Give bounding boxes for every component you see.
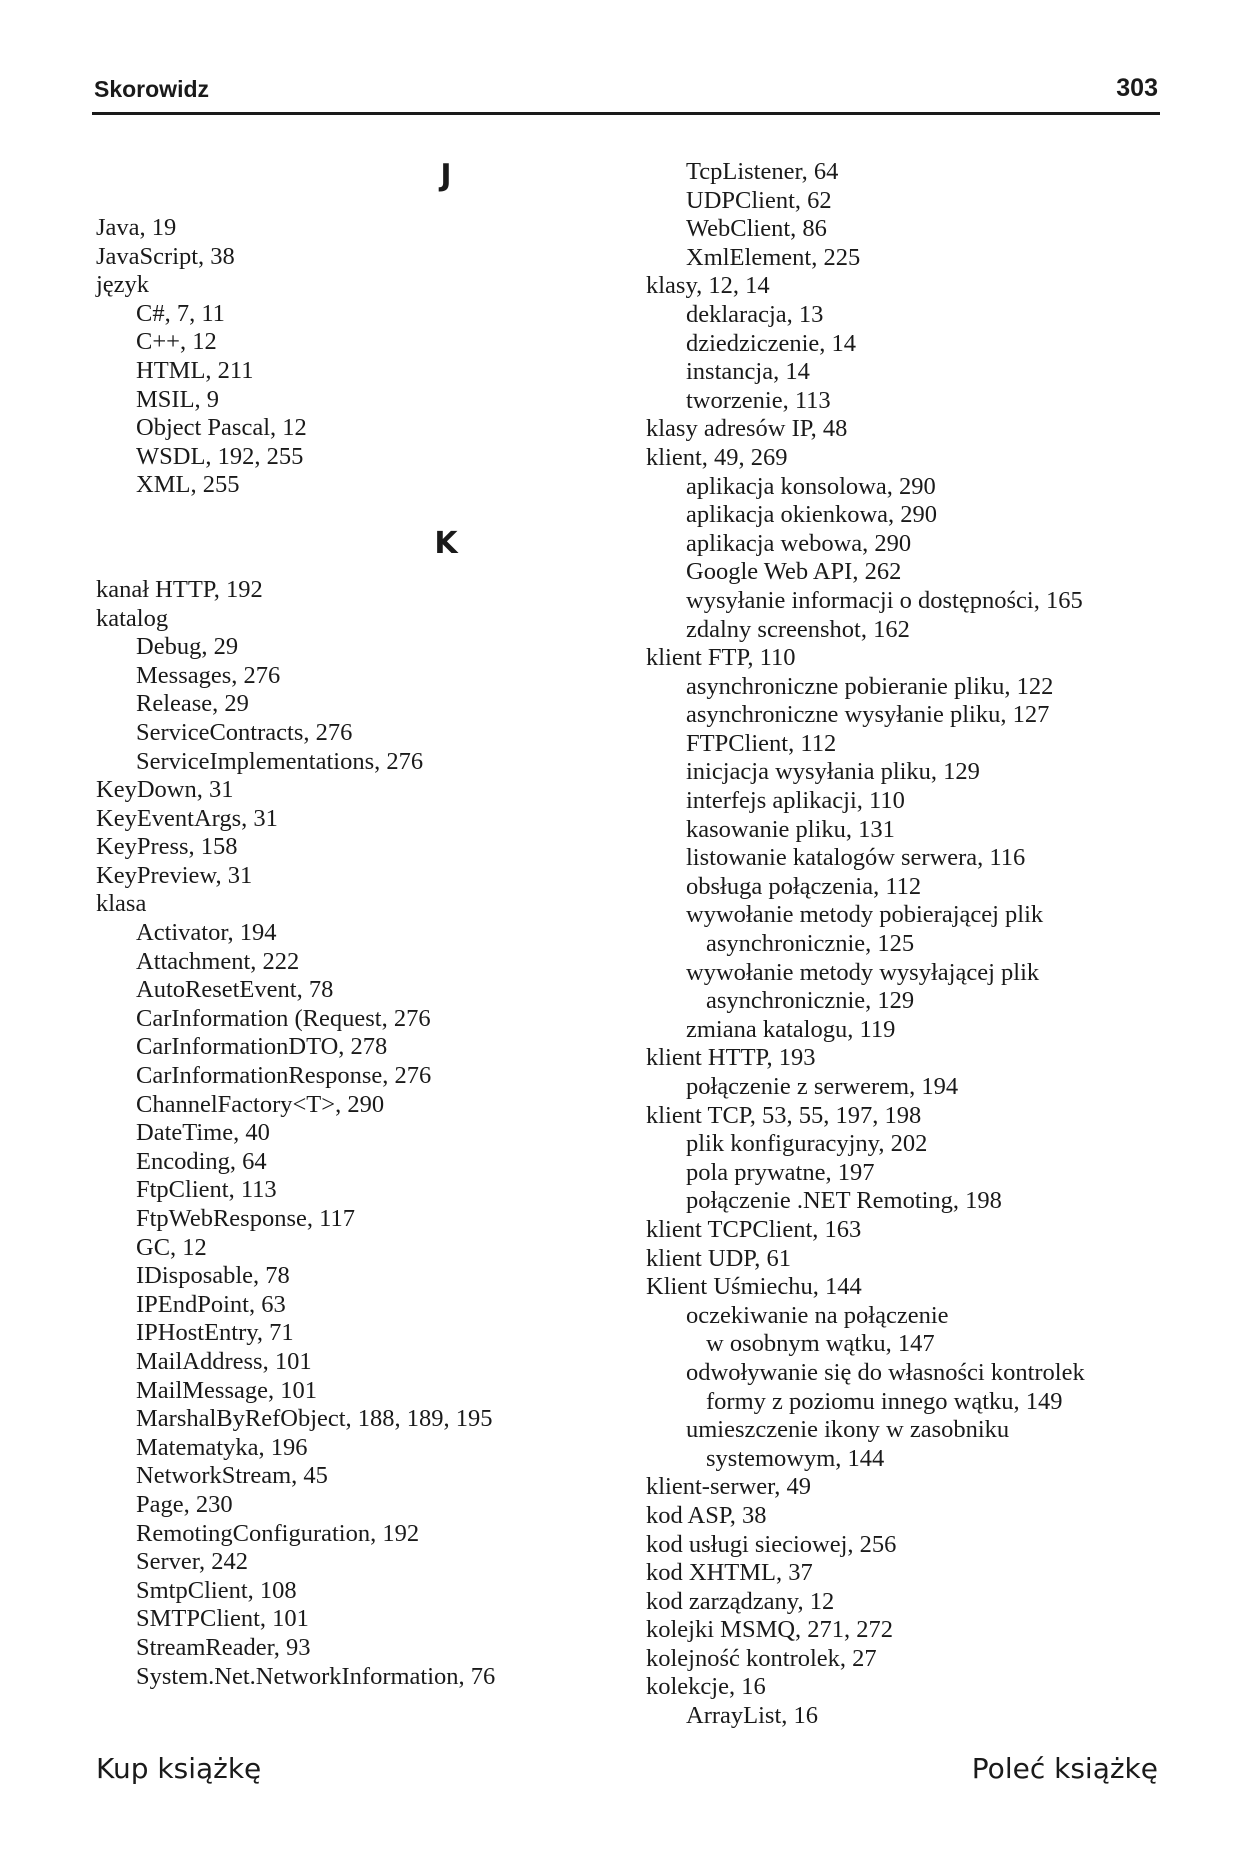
index-subentry: Messages, 276: [136, 661, 281, 689]
index-subentry: wywołanie metody wysyłającej plik: [686, 958, 1040, 986]
index-subentry: SMTPClient, 101: [136, 1605, 309, 1633]
index-entry: KeyPress, 158: [96, 833, 238, 861]
index-subentry: instancja, 14: [686, 358, 810, 386]
index-subentry: wywołanie metody pobierającej plik: [686, 901, 1044, 929]
index-subentry: WebClient, 86: [686, 215, 827, 243]
index-subentry: tworzenie, 113: [686, 386, 831, 414]
index-list-right: [646, 158, 1166, 1731]
index-entry: klasa: [96, 890, 147, 918]
section-letter-k: K: [434, 525, 458, 561]
index-subentry: Google Web API, 262: [686, 558, 902, 586]
index-subentry: System.Net.NetworkInformation, 76: [136, 1662, 496, 1690]
index-subentry: C#, 7, 11: [136, 299, 225, 327]
index-entry: kolejki MSMQ, 271, 272: [646, 1616, 894, 1644]
index-subentry: MarshalByRefObject, 188, 189, 195: [136, 1405, 493, 1433]
index-subentry: HTML, 211: [136, 356, 254, 384]
index-entry: klasy, 12, 14: [646, 272, 770, 300]
index-subentry: deklaracja, 13: [686, 300, 824, 328]
index-subentry: ServiceContracts, 276: [136, 718, 353, 746]
index-subentry: IPEndPoint, 63: [136, 1290, 286, 1318]
index-entry: katalog: [96, 604, 169, 632]
index-subentry: pola prywatne, 197: [686, 1158, 875, 1186]
index-subentry: MSIL, 9: [136, 385, 220, 413]
index-subentry: FtpWebResponse, 117: [136, 1205, 355, 1232]
index-entry: kolejność kontrolek, 27: [646, 1644, 877, 1672]
index-entry: Java, 19: [96, 214, 177, 241]
index-entry: kod XHTML, 37: [646, 1559, 813, 1587]
index-entry: kanał HTTP, 192: [96, 575, 263, 603]
index-subentry: IDisposable, 78: [136, 1262, 290, 1290]
index-subentry: MailAddress, 101: [136, 1347, 312, 1375]
index-subentry: asynchroniczne pobieranie pliku, 122: [686, 672, 1054, 700]
index-subentry: IPHostEntry, 71: [136, 1319, 294, 1347]
index-subentry: interfejs aplikacji, 110: [686, 787, 905, 815]
index-column-right: [646, 158, 1166, 1731]
index-subentry: GC, 12: [136, 1233, 207, 1261]
index-subentry: CarInformation (Request, 276: [136, 1004, 431, 1032]
index-entry: kod usługi sieciowej, 256: [646, 1530, 897, 1558]
recommend-book-link[interactable]: Poleć książkę: [971, 1752, 1158, 1785]
index-subentry: StreamReader, 93: [136, 1633, 311, 1661]
index-subentry: UDPClient, 62: [686, 186, 832, 214]
index-subentry: AutoResetEvent, 78: [136, 976, 334, 1004]
index-subentry: odwoływanie się do własności kontrolek: [686, 1358, 1085, 1386]
section-letter-j: J: [440, 158, 452, 193]
index-entry: język: [96, 271, 150, 299]
index-entry: KeyDown, 31: [96, 776, 234, 804]
index-subentry: Attachment, 222: [136, 947, 300, 975]
index-entry: klient, 49, 269: [646, 443, 788, 471]
index-subentry: aplikacja webowa, 290: [686, 529, 912, 557]
index-subentry: aplikacja konsolowa, 290: [686, 472, 936, 500]
index-subentry: Encoding, 64: [136, 1147, 267, 1175]
index-subentry: Server, 242: [136, 1548, 248, 1576]
index-entry: KeyPreview, 31: [96, 861, 253, 889]
index-subentry: FTPClient, 112: [686, 729, 837, 757]
index-subentry: Release, 29: [136, 690, 249, 718]
index-entry: klient TCPClient, 163: [646, 1215, 862, 1243]
index-subentry: C++, 12: [136, 328, 217, 356]
index-entry: klient-serwer, 49: [646, 1473, 812, 1501]
index-subentry: ArrayList, 16: [686, 1702, 818, 1730]
index-subentry: inicjacja wysyłania pliku, 129: [686, 758, 980, 786]
index-subentry: Object Pascal, 12: [136, 414, 307, 442]
index-subentry: TcpListener, 64: [686, 158, 839, 185]
index-subentry: ChannelFactory<T>, 290: [136, 1090, 385, 1118]
index-subentry: dziedziczenie, 14: [686, 329, 857, 357]
index-subentry: połączenie z serwerem, 194: [686, 1073, 959, 1100]
index-subentry: umieszczenie ikony w zasobniku: [686, 1416, 1010, 1444]
index-entry: kod ASP, 38: [646, 1501, 767, 1529]
index-subentry: połączenie .NET Remoting, 198: [686, 1187, 1002, 1215]
header-title: Skorowidz: [94, 76, 210, 102]
index-subentry: listowanie katalogów serwera, 116: [686, 844, 1026, 872]
index-subentry: DateTime, 40: [136, 1119, 270, 1147]
index-entry: klient UDP, 61: [646, 1244, 791, 1272]
index-subentry: XML, 255: [136, 471, 240, 499]
index-subentry: oczekiwanie na połączenie: [686, 1301, 949, 1329]
index-subentry: CarInformationDTO, 278: [136, 1033, 388, 1061]
index-subentry: zdalny screenshot, 162: [686, 615, 910, 643]
index-entry: klient HTTP, 193: [646, 1044, 816, 1072]
index-subentry: SmtpClient, 108: [136, 1576, 297, 1604]
index-subentry: plik konfiguracyjny, 202: [686, 1130, 928, 1158]
index-entry: JavaScript, 38: [96, 242, 235, 270]
index-entry: klient TCP, 53, 55, 197, 198: [646, 1101, 922, 1129]
index-subentry: FtpClient, 113: [136, 1176, 277, 1204]
index-subentry: Activator, 194: [136, 919, 277, 947]
index-subentry: zmiana katalogu, 119: [686, 1015, 896, 1043]
index-subentry-continuation: asynchronicznie, 129: [706, 987, 915, 1015]
index-subentry: asynchroniczne wysyłanie pliku, 127: [686, 701, 1050, 729]
index-list-j: [96, 214, 596, 500]
index-subentry: XmlElement, 225: [686, 243, 861, 271]
index-subentry-continuation: asynchronicznie, 125: [706, 930, 915, 958]
index-subentry: kasowanie pliku, 131: [686, 815, 895, 843]
index-subentry: Matematyka, 196: [136, 1433, 308, 1461]
index-entry: kolekcje, 16: [646, 1673, 766, 1701]
index-subentry: aplikacja okienkowa, 290: [686, 501, 938, 529]
index-list-k: [96, 576, 596, 1691]
index-subentry: MailMessage, 101: [136, 1376, 317, 1404]
buy-book-link[interactable]: Kup książkę: [96, 1752, 262, 1785]
index-subentry: Debug, 29: [136, 633, 239, 661]
page-number: 303: [1116, 74, 1158, 102]
index-subentry: wysyłanie informacji o dostępności, 165: [686, 586, 1083, 614]
index-subentry-continuation: formy z poziomu innego wątku, 149: [706, 1387, 1063, 1415]
index-subentry: Page, 230: [136, 1490, 233, 1518]
index-subentry: NetworkStream, 45: [136, 1462, 328, 1490]
index-entry: kod zarządzany, 12: [646, 1587, 835, 1615]
index-subentry-continuation: w osobnym wątku, 147: [706, 1330, 935, 1358]
index-entry: klient FTP, 110: [646, 644, 796, 672]
index-subentry: ServiceImplementations, 276: [136, 747, 424, 775]
index-subentry: RemotingConfiguration, 192: [136, 1519, 420, 1547]
index-subentry: WSDL, 192, 255: [136, 442, 304, 470]
index-entry: Klient Uśmiechu, 144: [646, 1273, 862, 1301]
index-subentry: CarInformationResponse, 276: [136, 1062, 432, 1090]
index-subentry-continuation: systemowym, 144: [706, 1444, 885, 1472]
index-entry: KeyEventArgs, 31: [96, 804, 278, 832]
index-column-left: [96, 154, 596, 1691]
index-subentry: obsługa połączenia, 112: [686, 872, 922, 900]
index-entry: klasy adresów IP, 48: [646, 415, 848, 443]
running-header: [92, 72, 1160, 115]
